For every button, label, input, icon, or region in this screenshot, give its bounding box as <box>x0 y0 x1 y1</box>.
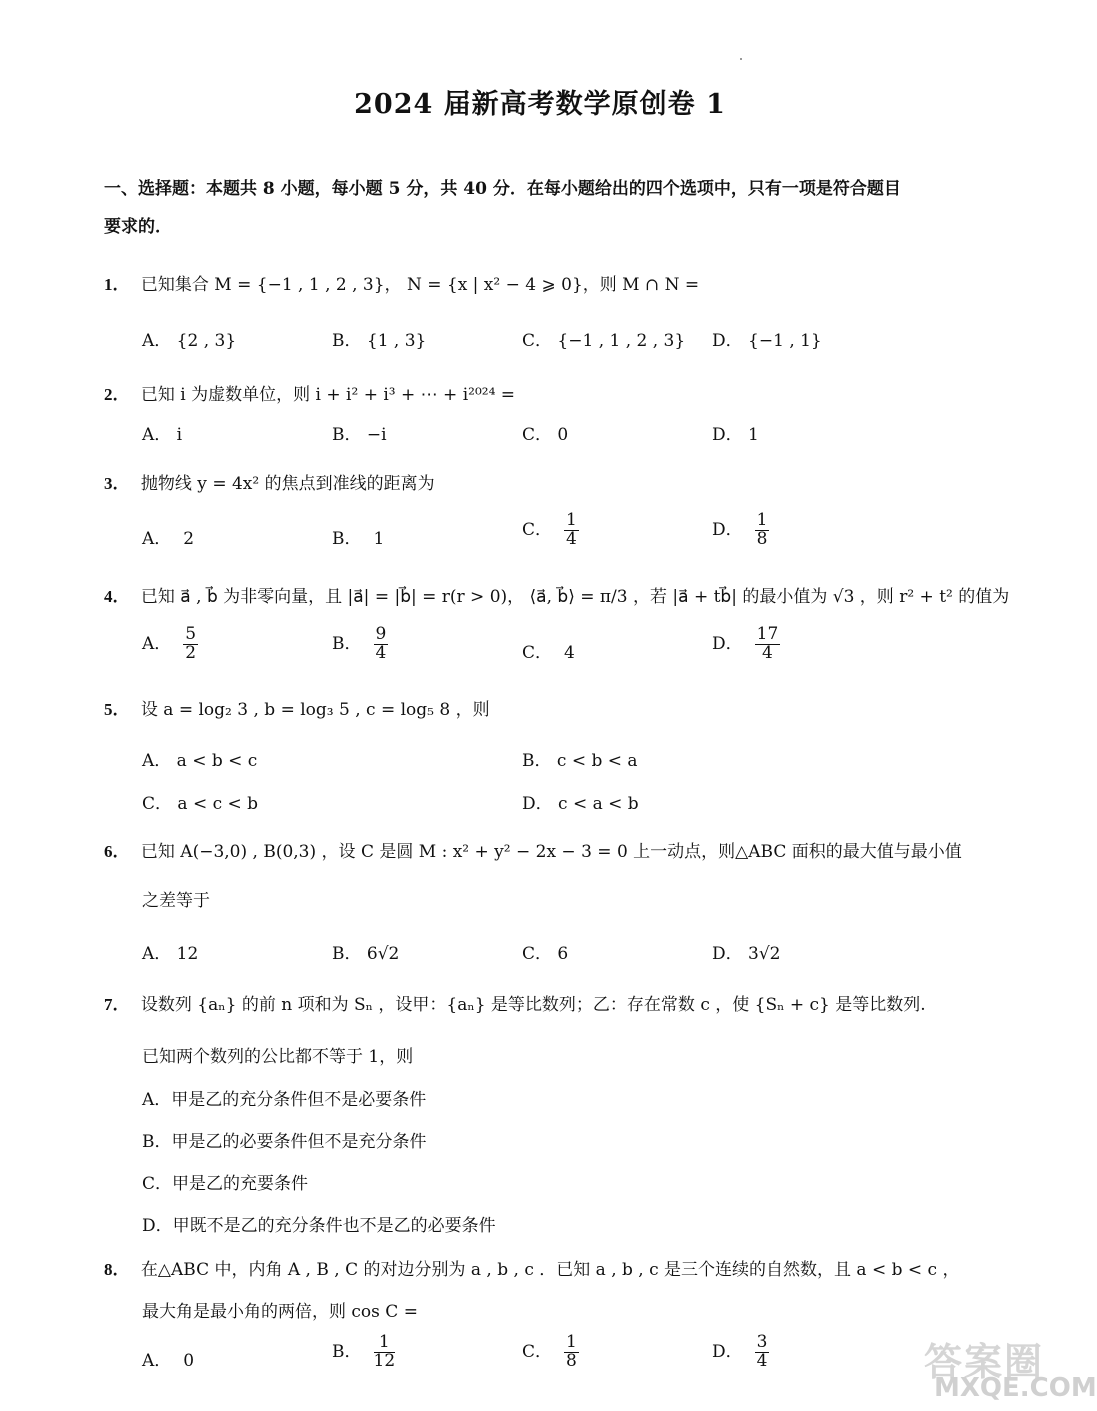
question-5 <box>104 695 984 720</box>
option-a: A． a < b < c <box>142 751 258 771</box>
option-a: A．甲是乙的充分条件但不是必要条件 <box>142 1090 427 1110</box>
option-a <box>142 1346 194 1371</box>
question-number: 4． <box>104 587 130 606</box>
denominator: 4 <box>762 642 773 663</box>
option-label: C． <box>522 519 553 540</box>
fraction <box>374 1334 396 1371</box>
fraction <box>755 512 770 549</box>
option-a <box>142 626 198 663</box>
option-c: C． a < c < b <box>142 794 259 814</box>
fraction <box>374 626 389 663</box>
option-c: C． 6 <box>522 944 569 964</box>
option-b <box>332 626 388 663</box>
question-stem: 在△ABC 中，内角 A , B , C 的对边分别为 a , b , c ．已知 a , b , c 是三个连续的自然数，且 a < b < c ， <box>140 1260 960 1280</box>
denominator: 4 <box>566 528 577 549</box>
numerator: 1 <box>566 510 577 530</box>
question-number: 2． <box>104 385 130 404</box>
question-stem: 抛物线 y = 4x² 的焦点到准线的距离为 <box>140 474 435 494</box>
option-label: D． <box>712 519 743 540</box>
question-3 <box>104 469 984 494</box>
denominator: 2 <box>185 642 197 663</box>
question-number: 8． <box>104 1260 130 1279</box>
decorative-dot <box>740 58 742 60</box>
fraction <box>183 626 198 663</box>
question-number: 6． <box>104 842 130 861</box>
question-stem: 已知 A(−3,0) , B(0,3) ，设 C 是圆 M : x² + y² − 2x − 3 = 0 上一动点，则△ABC 面积的最大值与最小值 <box>140 842 962 862</box>
numerator: 1 <box>566 1332 577 1352</box>
option-c <box>522 512 579 549</box>
denominator: 8 <box>756 528 768 549</box>
question-8 <box>104 1255 984 1280</box>
option-d <box>712 512 769 549</box>
option-d: D． 1 <box>712 425 759 445</box>
option-b <box>332 1334 395 1371</box>
numerator: 1 <box>756 510 768 530</box>
option-b <box>332 524 384 549</box>
option-a: A． {2 , 3} <box>142 331 237 351</box>
option-label: A． <box>142 1351 172 1371</box>
watermark <box>894 1331 1097 1403</box>
option-c: C． {−1 , 1 , 2 , 3} <box>522 331 686 351</box>
option-value: 2 <box>183 529 195 549</box>
option-d <box>712 1334 769 1371</box>
option-label: C． <box>522 643 553 663</box>
option-label: B． <box>332 529 362 549</box>
question-8-continuation: 最大角是最小角的两倍，则 cos C = <box>142 1302 418 1322</box>
fraction <box>564 1334 579 1371</box>
question-7 <box>104 990 984 1015</box>
watermark-url: MXQE.COM <box>934 1373 1097 1403</box>
question-stem: 设数列 {aₙ} 的前 n 项和为 Sₙ ，设甲：{aₙ} 是等比数列；乙：存在常数 c ，使 {Sₙ + c} 是等比数列. <box>140 995 926 1015</box>
section-heading <box>104 170 984 246</box>
option-d: D．甲既不是乙的充分条件也不是乙的必要条件 <box>142 1216 496 1236</box>
option-b: B． {1 , 3} <box>332 331 427 351</box>
option-label: D． <box>712 1341 743 1362</box>
question-7-continuation: 已知两个数列的公比都不等于 1，则 <box>142 1047 414 1067</box>
option-label: B． <box>332 1341 362 1362</box>
question-2 <box>104 380 984 405</box>
question-number: 1． <box>104 275 130 294</box>
option-c <box>522 638 575 663</box>
option-a <box>142 524 194 549</box>
option-d <box>712 626 780 663</box>
question-6-continuation: 之差等于 <box>142 891 210 911</box>
option-label: A． <box>142 529 172 549</box>
option-c <box>522 1334 579 1371</box>
option-value: 4 <box>564 643 575 663</box>
watermark-logo-text: 答案圈 <box>924 1340 1045 1384</box>
numerator: 1 <box>374 1334 396 1353</box>
fraction <box>755 1334 770 1371</box>
option-value: 1 <box>373 529 385 549</box>
option-d: D． 3√2 <box>712 944 781 964</box>
option-b: B． 6√2 <box>332 944 400 964</box>
question-number: 3． <box>104 474 130 493</box>
numerator: 9 <box>375 624 387 644</box>
option-b: B． −i <box>332 425 387 445</box>
question-6 <box>104 837 984 862</box>
question-stem: 设 a = log₂ 3 , b = log₃ 5 , c = log₅ 8 ，则 <box>140 700 490 720</box>
option-a: A． 12 <box>142 944 199 964</box>
question-number: 5． <box>104 700 130 719</box>
option-b: B． c < b < a <box>522 751 638 771</box>
denominator: 8 <box>566 1350 577 1371</box>
option-c: C．甲是乙的充要条件 <box>142 1174 309 1194</box>
numerator: 17 <box>756 624 779 644</box>
denominator: 4 <box>756 1350 768 1371</box>
question-stem: 已知 i 为虚数单位，则 i + i² + i³ + ⋯ + i²⁰²⁴ = <box>140 385 516 405</box>
option-value: 0 <box>183 1351 195 1371</box>
question-stem: 已知集合 M = {−1 , 1 , 2 , 3}， N = {x | x² − 4 ⩾ 0}，则 M ∩ N = <box>140 275 700 295</box>
denominator: 12 <box>373 1350 396 1371</box>
page-title: 2024 届新高考数学原创卷 1 <box>354 89 726 120</box>
option-label: B． <box>332 633 362 654</box>
option-label: D． <box>712 633 743 654</box>
fraction <box>564 512 579 549</box>
question-stem: 已知 a⃗ , b⃗ 为非零向量，且 |a⃗| = |b⃗| = r(r > 0)， ⟨a⃗, b⃗⟩ = π/3 ，若 |a⃗ + tb⃗| 的最小值为 √3 ，则 r² + t² 的值为 <box>140 587 1010 607</box>
question-4 <box>104 582 1010 607</box>
option-d: D． {−1 , 1} <box>712 331 822 351</box>
option-d: D． c < a < b <box>522 794 639 814</box>
option-c: C． 0 <box>522 425 569 445</box>
question-number: 7． <box>104 995 130 1014</box>
option-a: A． i <box>142 425 183 445</box>
fraction <box>755 626 781 663</box>
denominator: 4 <box>375 642 387 663</box>
option-label: A． <box>142 633 172 654</box>
question-1 <box>104 270 984 295</box>
numerator: 5 <box>185 624 197 644</box>
section-heading-line2: 要求的． <box>104 217 172 237</box>
option-label: C． <box>522 1341 553 1362</box>
option-b: B．甲是乙的必要条件但不是充分条件 <box>142 1132 427 1152</box>
section-heading-line1: 一、选择题：本题共 8 小题，每小题 5 分，共 40 分．在每小题给出的四个选项中，只有一项是符合题目 <box>104 179 901 199</box>
numerator: 3 <box>756 1332 768 1352</box>
